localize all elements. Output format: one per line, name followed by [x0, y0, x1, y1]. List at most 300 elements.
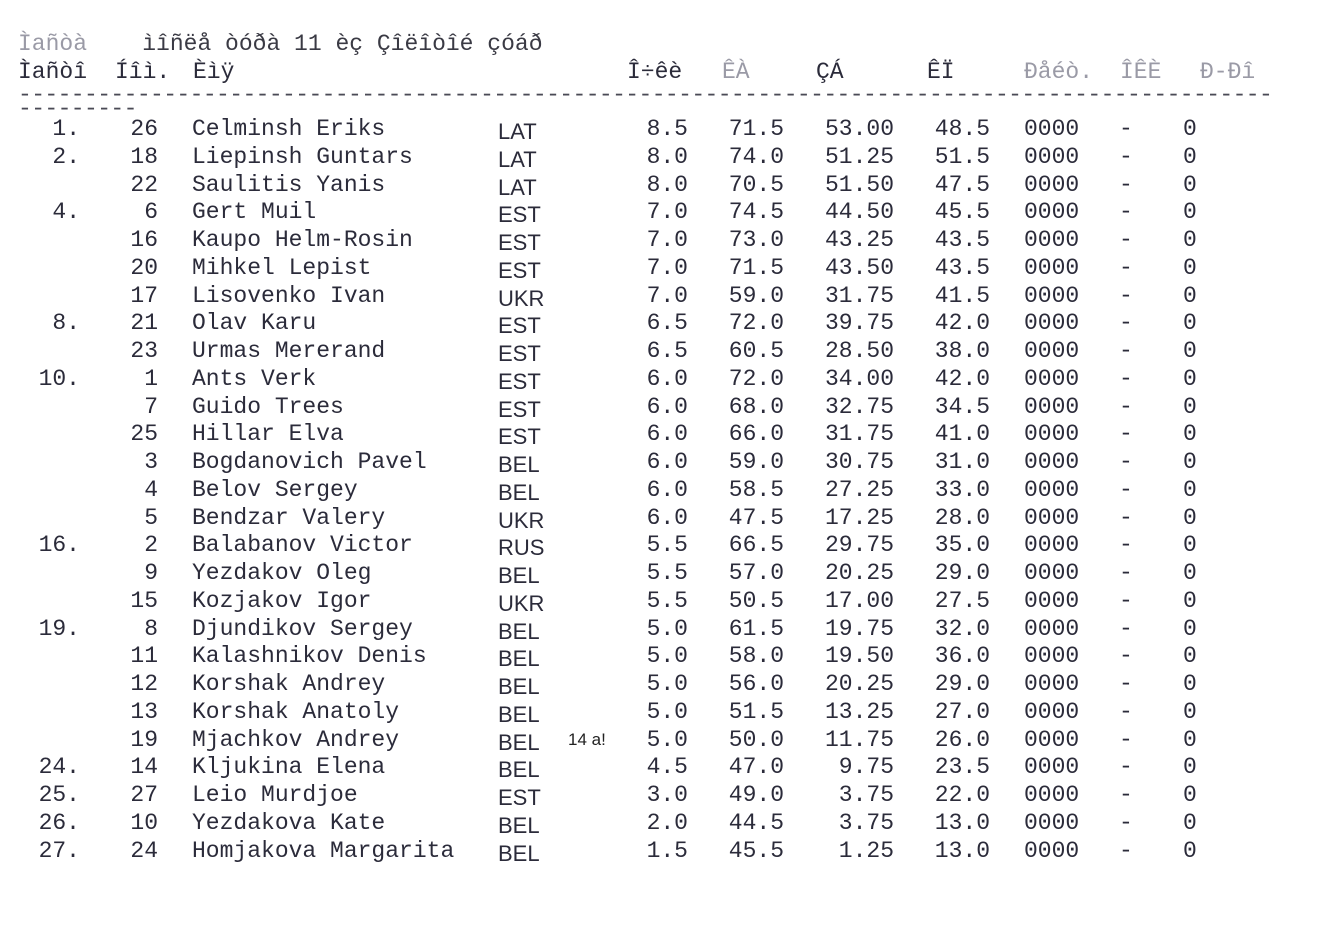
row-points: 6.0 — [646, 504, 688, 531]
row-berger: 29.75 — [824, 532, 894, 559]
row-title: - — [1119, 199, 1133, 226]
row-start-no: 3 — [144, 449, 158, 475]
col-header-place: Ìañòî — [18, 59, 88, 85]
row-progress: 28.0 — [934, 504, 990, 531]
row-berger: 3.75 — [838, 809, 894, 836]
row-player-name: Kalashnikov Denis — [192, 643, 427, 670]
title-text: ìîñëå òóðà 11 èç Çîëîòîé çóáð — [142, 31, 543, 57]
row-rating: 0000 — [1024, 282, 1080, 309]
table-row — [0, 753, 1322, 781]
row-buchholz: 56.0 — [728, 671, 784, 697]
row-title: - — [1119, 615, 1133, 642]
row-berger: 17.00 — [824, 587, 894, 614]
row-berger: 3.75 — [838, 782, 894, 808]
row-points: 5.5 — [646, 587, 688, 614]
row-progress: 29.0 — [934, 671, 990, 697]
row-title: - — [1119, 116, 1133, 142]
row-rating: 0000 — [1024, 809, 1080, 836]
row-berger: 39.75 — [824, 310, 894, 337]
row-start-no: 25 — [130, 421, 158, 448]
row-rating-change: 0 — [1183, 615, 1197, 642]
row-rating-change: 0 — [1183, 560, 1197, 586]
row-player-name: Korshak Anatoly — [192, 698, 400, 725]
row-berger: 43.50 — [824, 254, 894, 281]
row-points: 7.0 — [646, 282, 688, 309]
row-berger: 1.25 — [838, 837, 894, 864]
row-rating: 0000 — [1024, 504, 1080, 531]
row-start-no: 23 — [130, 338, 158, 364]
row-title: - — [1119, 809, 1133, 836]
row-rating-change: 0 — [1183, 671, 1197, 697]
row-buchholz: 73.0 — [728, 227, 784, 253]
row-title: - — [1119, 754, 1133, 781]
row-rating-change: 0 — [1183, 476, 1197, 503]
row-berger: 51.25 — [824, 143, 894, 170]
row-progress: 32.0 — [934, 615, 990, 642]
row-berger: 44.50 — [824, 199, 894, 226]
row-title: - — [1119, 421, 1133, 448]
row-progress: 36.0 — [934, 643, 990, 670]
row-rank: 2. — [52, 143, 80, 170]
row-federation: EST — [498, 368, 541, 394]
row-rating: 0000 — [1024, 116, 1080, 142]
row-progress: 41.0 — [934, 421, 990, 448]
row-federation: LAT — [498, 174, 537, 200]
row-rank: 25. — [38, 782, 80, 808]
row-points: 4.5 — [646, 754, 688, 781]
row-points: 6.0 — [646, 365, 688, 392]
row-points: 5.5 — [646, 560, 688, 586]
row-start-no: 21 — [130, 310, 158, 337]
row-rating-change: 0 — [1183, 365, 1197, 392]
row-federation: BEL — [498, 646, 540, 672]
row-player-name: Belov Sergey — [192, 476, 358, 503]
row-progress: 42.0 — [934, 310, 990, 337]
row-points: 5.0 — [646, 643, 688, 670]
row-start-no: 22 — [130, 171, 158, 198]
row-progress: 42.0 — [934, 365, 990, 392]
row-berger: 30.75 — [824, 449, 894, 475]
row-federation: BEL — [498, 618, 540, 644]
row-buchholz: 72.0 — [728, 310, 784, 337]
row-federation: BEL — [498, 757, 540, 783]
header-separator: -------------------------------------------------------------------------------------------------------- — [18, 82, 1273, 122]
row-player-name: Kaupo Helm-Rosin — [192, 227, 413, 253]
row-rating-change: 0 — [1183, 116, 1197, 142]
row-start-no: 15 — [130, 587, 158, 614]
row-buchholz: 68.0 — [728, 393, 784, 420]
row-points: 7.0 — [646, 199, 688, 226]
table-row — [0, 698, 1322, 726]
row-buchholz: 60.5 — [728, 338, 784, 364]
row-berger: 31.75 — [824, 421, 894, 448]
row-federation: BEL — [498, 840, 540, 866]
row-rating: 0000 — [1024, 671, 1080, 697]
row-start-no: 13 — [130, 698, 158, 725]
row-start-no: 26 — [130, 116, 158, 142]
row-progress: 43.5 — [934, 227, 990, 253]
row-start-no: 19 — [130, 726, 158, 753]
row-points: 7.0 — [646, 254, 688, 281]
col-header-buchholz: ÊÀ — [722, 59, 750, 85]
row-progress: 29.0 — [934, 560, 990, 586]
table-row — [0, 420, 1322, 448]
table-row — [0, 504, 1322, 532]
row-berger: 53.00 — [824, 116, 894, 142]
row-player-name: Yezdakova Kate — [192, 809, 386, 836]
row-rank: 4. — [52, 199, 80, 226]
row-buchholz: 74.5 — [728, 199, 784, 226]
row-buchholz: 66.0 — [728, 421, 784, 448]
row-rating: 0000 — [1024, 837, 1080, 864]
row-rating: 0000 — [1024, 254, 1080, 281]
row-berger: 51.50 — [824, 171, 894, 198]
row-rating: 0000 — [1024, 449, 1080, 475]
row-title: - — [1119, 143, 1133, 170]
row-berger: 28.50 — [824, 338, 894, 364]
row-buchholz: 70.5 — [728, 171, 784, 198]
row-buchholz: 47.0 — [728, 754, 784, 781]
row-points: 6.5 — [646, 310, 688, 337]
row-points: 5.0 — [646, 615, 688, 642]
row-berger: 19.75 — [824, 615, 894, 642]
row-berger: 17.25 — [824, 504, 894, 531]
row-start-no: 17 — [130, 282, 158, 309]
row-berger: 20.25 — [824, 560, 894, 586]
row-rank: 26. — [38, 809, 80, 836]
row-player-name: Gert Muil — [192, 199, 317, 226]
row-buchholz: 59.0 — [728, 449, 784, 475]
row-player-name: Celminsh Eriks — [192, 116, 386, 142]
row-title: - — [1119, 671, 1133, 697]
row-start-no: 27 — [130, 782, 158, 808]
row-title: - — [1119, 504, 1133, 531]
table-row — [0, 115, 1322, 143]
row-rating-change: 0 — [1183, 421, 1197, 448]
row-title: - — [1119, 254, 1133, 281]
row-rating: 0000 — [1024, 726, 1080, 753]
row-rating: 0000 — [1024, 698, 1080, 725]
row-federation: BEL — [498, 452, 540, 477]
row-federation: EST — [498, 341, 541, 366]
row-points: 7.0 — [646, 227, 688, 253]
col-header-progress: ÊÏ — [927, 59, 955, 85]
row-federation: EST — [498, 230, 541, 255]
row-buchholz: 66.5 — [728, 532, 784, 559]
row-title: - — [1119, 227, 1133, 253]
row-points: 6.0 — [646, 393, 688, 420]
row-progress: 13.0 — [934, 837, 990, 864]
row-title: - — [1119, 338, 1133, 364]
row-player-name: Djundikov Sergey — [192, 615, 413, 642]
row-player-name: Guido Trees — [192, 393, 344, 420]
row-points: 5.0 — [646, 726, 688, 753]
row-buchholz: 71.5 — [728, 116, 784, 142]
row-rating: 0000 — [1024, 310, 1080, 337]
row-title: - — [1119, 365, 1133, 392]
row-title: - — [1119, 476, 1133, 503]
row-points: 3.0 — [646, 782, 688, 808]
row-progress: 27.0 — [934, 698, 990, 725]
row-berger: 9.75 — [838, 754, 894, 781]
row-rating: 0000 — [1024, 782, 1080, 808]
row-start-no: 11 — [130, 643, 158, 670]
row-points: 6.5 — [646, 338, 688, 364]
row-start-no: 4 — [144, 476, 158, 503]
row-player-name: Korshak Andrey — [192, 671, 386, 697]
row-progress: 27.5 — [934, 587, 990, 614]
row-progress: 45.5 — [934, 199, 990, 226]
row-points: 5.0 — [646, 698, 688, 725]
row-progress: 38.0 — [934, 338, 990, 364]
table-row — [0, 615, 1322, 643]
row-federation: UKR — [498, 590, 545, 616]
row-buchholz: 50.5 — [728, 587, 784, 614]
row-title: - — [1119, 171, 1133, 198]
row-rating-change: 0 — [1183, 282, 1197, 309]
row-title: - — [1119, 310, 1133, 337]
row-berger: 43.25 — [824, 227, 894, 253]
row-berger: 13.25 — [824, 698, 894, 725]
row-progress: 33.0 — [934, 476, 990, 503]
title-place-word: Ìañòà — [18, 31, 88, 57]
row-federation: EST — [498, 313, 541, 339]
row-rating: 0000 — [1024, 643, 1080, 670]
row-title: - — [1119, 643, 1133, 670]
row-rating-change: 0 — [1183, 449, 1197, 475]
row-points: 8.5 — [646, 116, 688, 142]
row-player-name: Liepinsh Guntars — [192, 143, 413, 170]
table-row — [0, 781, 1322, 809]
table-row — [0, 337, 1322, 365]
row-buchholz: 45.5 — [728, 837, 784, 864]
row-points: 6.0 — [646, 421, 688, 448]
row-start-no: 5 — [144, 504, 158, 531]
row-rank: 19. — [38, 615, 80, 642]
row-buchholz: 59.0 — [728, 282, 784, 309]
row-start-no: 18 — [130, 143, 158, 170]
col-header-title: ÎÊÈ — [1120, 59, 1162, 85]
table-row — [0, 254, 1322, 282]
row-buchholz: 71.5 — [728, 254, 784, 281]
table-row — [0, 309, 1322, 337]
row-rating-change: 0 — [1183, 782, 1197, 808]
row-rating-change: 0 — [1183, 199, 1197, 226]
row-berger: 20.25 — [824, 671, 894, 697]
row-title: - — [1119, 726, 1133, 753]
row-rating-change: 0 — [1183, 837, 1197, 864]
row-berger: 34.00 — [824, 365, 894, 392]
row-buchholz: 61.5 — [728, 615, 784, 642]
table-row — [0, 198, 1322, 226]
row-player-name: Mihkel Lepist — [192, 254, 372, 281]
row-player-name: Kozjakov Igor — [192, 587, 372, 614]
table-row — [0, 809, 1322, 837]
row-progress: 43.5 — [934, 254, 990, 281]
row-federation: BEL — [498, 729, 540, 755]
row-rating-change: 0 — [1183, 143, 1197, 170]
row-rating: 0000 — [1024, 393, 1080, 420]
row-progress: 41.5 — [934, 282, 990, 309]
row-federation: BEL — [498, 479, 540, 505]
row-rating-change: 0 — [1183, 310, 1197, 337]
row-rating: 0000 — [1024, 143, 1080, 170]
row-rank: 27. — [38, 837, 80, 864]
row-start-no: 20 — [130, 254, 158, 281]
row-rating-change: 0 — [1183, 587, 1197, 614]
row-points: 6.0 — [646, 449, 688, 475]
row-berger: 11.75 — [824, 726, 894, 753]
row-rank: 16. — [38, 532, 80, 559]
row-title: - — [1119, 837, 1133, 864]
row-federation: BEL — [498, 563, 540, 588]
margin-note: 14 a! — [568, 730, 606, 749]
row-rank: 1. — [52, 116, 80, 142]
row-points: 5.0 — [646, 671, 688, 697]
row-berger: 31.75 — [824, 282, 894, 309]
row-points: 1.5 — [646, 837, 688, 864]
row-rating: 0000 — [1024, 227, 1080, 253]
col-header-start-no: Íîì. — [115, 59, 171, 85]
row-rating: 0000 — [1024, 171, 1080, 198]
table-row — [0, 365, 1322, 393]
row-points: 5.5 — [646, 532, 688, 559]
row-rating: 0000 — [1024, 615, 1080, 642]
row-progress: 13.0 — [934, 809, 990, 836]
table-row — [0, 476, 1322, 504]
row-rating-change: 0 — [1183, 254, 1197, 281]
row-title: - — [1119, 282, 1133, 309]
row-rating-change: 0 — [1183, 504, 1197, 531]
row-progress: 34.5 — [934, 393, 990, 420]
row-rating: 0000 — [1024, 754, 1080, 781]
row-progress: 35.0 — [934, 532, 990, 559]
row-start-no: 9 — [144, 560, 158, 586]
row-rating-change: 0 — [1183, 393, 1197, 420]
row-player-name: Yezdakov Oleg — [192, 560, 372, 586]
table-row — [0, 837, 1322, 865]
row-berger: 27.25 — [824, 476, 894, 503]
row-federation: EST — [498, 785, 541, 810]
row-player-name: Bogdanovich Pavel — [192, 449, 427, 475]
row-federation: EST — [498, 396, 541, 422]
row-player-name: Hillar Elva — [192, 421, 344, 448]
row-points: 6.0 — [646, 476, 688, 503]
row-rating: 0000 — [1024, 587, 1080, 614]
col-header-name: Èìÿ — [193, 59, 235, 85]
row-player-name: Bendzar Valery — [192, 504, 386, 531]
table-row — [0, 559, 1322, 587]
row-progress: 48.5 — [934, 116, 990, 142]
row-start-no: 8 — [144, 615, 158, 642]
table-row — [0, 226, 1322, 254]
row-player-name: Leio Murdjoe — [192, 782, 358, 808]
table-row — [0, 143, 1322, 171]
report-title — [18, 30, 543, 58]
row-player-name: Saulitis Yanis — [192, 171, 386, 198]
row-title: - — [1119, 698, 1133, 725]
row-rank: 10. — [38, 365, 80, 392]
row-rating: 0000 — [1024, 532, 1080, 559]
table-row — [0, 393, 1322, 421]
row-buchholz: 72.0 — [728, 365, 784, 392]
row-rating-change: 0 — [1183, 726, 1197, 753]
table-row — [0, 448, 1322, 476]
col-header-points: Î÷êè — [627, 59, 683, 85]
row-berger: 19.50 — [824, 643, 894, 670]
row-buchholz: 47.5 — [728, 504, 784, 531]
row-buchholz: 51.5 — [728, 698, 784, 725]
row-start-no: 1 — [144, 365, 158, 392]
row-rating-change: 0 — [1183, 809, 1197, 836]
table-row — [0, 670, 1322, 698]
row-rating-change: 0 — [1183, 532, 1197, 559]
row-rating-change: 0 — [1183, 338, 1197, 364]
row-points: 8.0 — [646, 171, 688, 198]
row-federation: LAT — [498, 119, 537, 144]
row-progress: 26.0 — [934, 726, 990, 753]
row-federation: BEL — [498, 812, 540, 838]
row-start-no: 7 — [144, 393, 158, 420]
row-title: - — [1119, 449, 1133, 475]
row-points: 2.0 — [646, 809, 688, 836]
col-header-rating: Ðåéò. — [1024, 59, 1094, 85]
row-player-name: Homjakova Margarita — [192, 837, 455, 864]
row-title: - — [1119, 587, 1133, 614]
row-start-no: 14 — [130, 754, 158, 781]
row-progress: 31.0 — [934, 449, 990, 475]
row-federation: UKR — [498, 285, 545, 311]
row-player-name: Olav Karu — [192, 310, 317, 337]
row-player-name: Lisovenko Ivan — [192, 282, 386, 309]
row-start-no: 10 — [130, 809, 158, 836]
row-rating: 0000 — [1024, 560, 1080, 586]
row-buchholz: 58.5 — [728, 476, 784, 503]
row-title: - — [1119, 532, 1133, 559]
row-federation: EST — [498, 424, 541, 450]
row-points: 8.0 — [646, 143, 688, 170]
row-rating: 0000 — [1024, 338, 1080, 364]
row-federation: RUS — [498, 535, 545, 561]
row-player-name: Ants Verk — [192, 365, 317, 392]
row-buchholz: 74.0 — [728, 143, 784, 170]
row-rating: 0000 — [1024, 476, 1080, 503]
table-row — [0, 531, 1322, 559]
row-federation: BEL — [498, 674, 540, 699]
row-progress: 22.0 — [934, 782, 990, 808]
row-player-name: Kljukina Elena — [192, 754, 386, 781]
table-row — [0, 587, 1322, 615]
row-progress: 23.5 — [934, 754, 990, 781]
row-start-no: 12 — [130, 671, 158, 697]
row-buchholz: 50.0 — [728, 726, 784, 753]
row-rank: 8. — [52, 310, 80, 337]
row-rating: 0000 — [1024, 365, 1080, 392]
row-buchholz: 49.0 — [728, 782, 784, 808]
row-rating-change: 0 — [1183, 643, 1197, 670]
row-rank: 24. — [38, 754, 80, 781]
row-federation: BEL — [498, 701, 540, 727]
row-start-no: 24 — [130, 837, 158, 864]
row-progress: 47.5 — [934, 171, 990, 198]
col-header-berger: ÇÁ — [816, 59, 844, 85]
row-rating: 0000 — [1024, 199, 1080, 226]
row-buchholz: 58.0 — [728, 643, 784, 670]
table-row — [0, 171, 1322, 199]
row-rating: 0000 — [1024, 421, 1080, 448]
row-berger: 32.75 — [824, 393, 894, 420]
row-buchholz: 44.5 — [728, 809, 784, 836]
